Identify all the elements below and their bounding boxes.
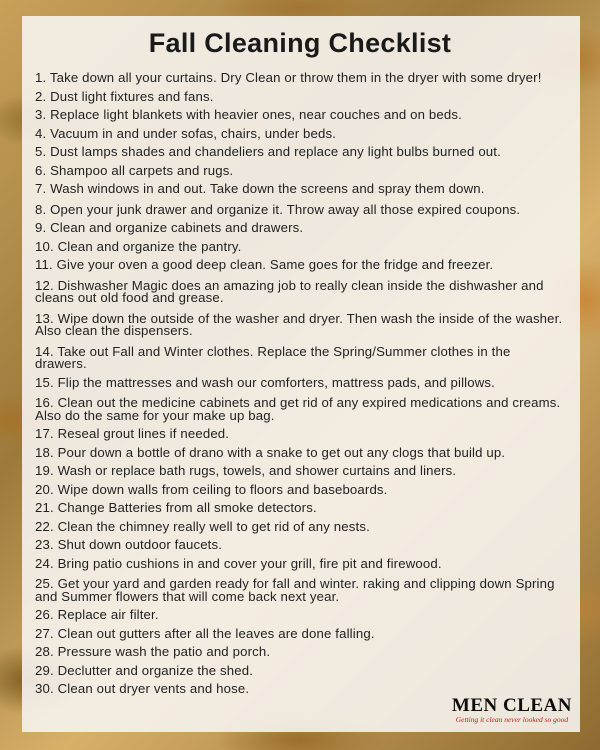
checklist-item: 19. Wash or replace bath rugs, towels, and shower curtains and liners. (35, 463, 457, 478)
checklist-item: 18. Pour down a bottle of drano with a snake to get out any clogs that build up. (35, 444, 506, 460)
checklist-item: 7. Wash windows in and out. Take down the screens and spray them down. (35, 181, 485, 196)
checklist-item: 8. Open your junk drawer and organize it. Throw away all those expired coupons. (35, 201, 521, 217)
checklist-item: 9. Clean and organize cabinets and drawers. (35, 220, 304, 235)
checklist-item: 16. Clean out the medicine cabinets and get rid of any expired medications and creams. Also do the same for your make up bag. (35, 395, 561, 423)
page-title: Fall Cleaning Checklist (148, 28, 452, 58)
checklist-item: 26. Replace air filter. (35, 607, 159, 622)
checklist-item: 23. Shut down outdoor faucets. (35, 537, 223, 552)
checklist-item: 12. Dishwasher Magic does an amazing job to really clean inside the dishwasher and cleans out old food and grease. (35, 277, 544, 305)
checklist-item: 24. Bring patio cushions in and cover your grill, fire pit and firewood. (35, 555, 442, 571)
men-clean-logo (452, 697, 572, 724)
checklist-item: 17. Reseal grout lines if needed. (35, 426, 230, 441)
checklist-item: 3. Replace light blankets with heavier ones, near couches and on beds. (35, 107, 462, 122)
checklist-item: 21. Change Batteries from all smoke detectors. (35, 500, 317, 515)
logo-tagline: Getting it clean never looked so good (455, 715, 569, 724)
checklist-item: 10. Clean and organize the pantry. (35, 238, 242, 254)
checklist-item: 14. Take out Fall and Winter clothes. Replace the Spring/Summer clothes in the drawers. (35, 343, 511, 371)
checklist-item: 20. Wipe down walls from ceiling to floors and baseboards. (35, 481, 388, 497)
checklist-item: 6. Shampoo all carpets and rugs. (35, 162, 234, 178)
checklist-item: 11. Give your oven a good deep clean. Same goes for the fridge and freezer. (35, 257, 494, 272)
checklist-item: 1. Take down all your curtains. Dry Clean or throw them in the dryer with some dryer! (35, 70, 542, 85)
checklist-item: 25. Get your yard and garden ready for fall and winter. raking and clipping down Spring and Summer flowers that will come back next year. (35, 576, 555, 604)
checklist-item: 15. Flip the mattresses and wash our comforters, mattress pads, and pillows. (35, 374, 495, 390)
checklist-item: 5. Dust lamps shades and chandeliers and replace any light bulbs burned out. (35, 144, 501, 159)
checklist-item: 13. Wipe down the outside of the washer and dryer. Then wash the inside of the washer. Also clean the dispensers. (35, 310, 563, 338)
checklist-item: 29. Declutter and organize the shed. (35, 662, 254, 678)
checklist-item: 28. Pressure wash the patio and porch. (35, 644, 271, 659)
checklist-item: 2. Dust light fixtures and fans. (35, 88, 214, 104)
checklist (35, 72, 563, 696)
checklist-item: 27. Clean out gutters after all the leaves are done falling. (35, 625, 375, 641)
checklist-item: 30. Clean out dryer vents and hose. (35, 681, 250, 696)
checklist-item: 4. Vacuum in and under sofas, chairs, under beds. (35, 125, 337, 141)
logo-name: MEN CLEAN (451, 695, 572, 716)
checklist-item: 22. Clean the chimney really well to get rid of any nests. (35, 518, 370, 534)
